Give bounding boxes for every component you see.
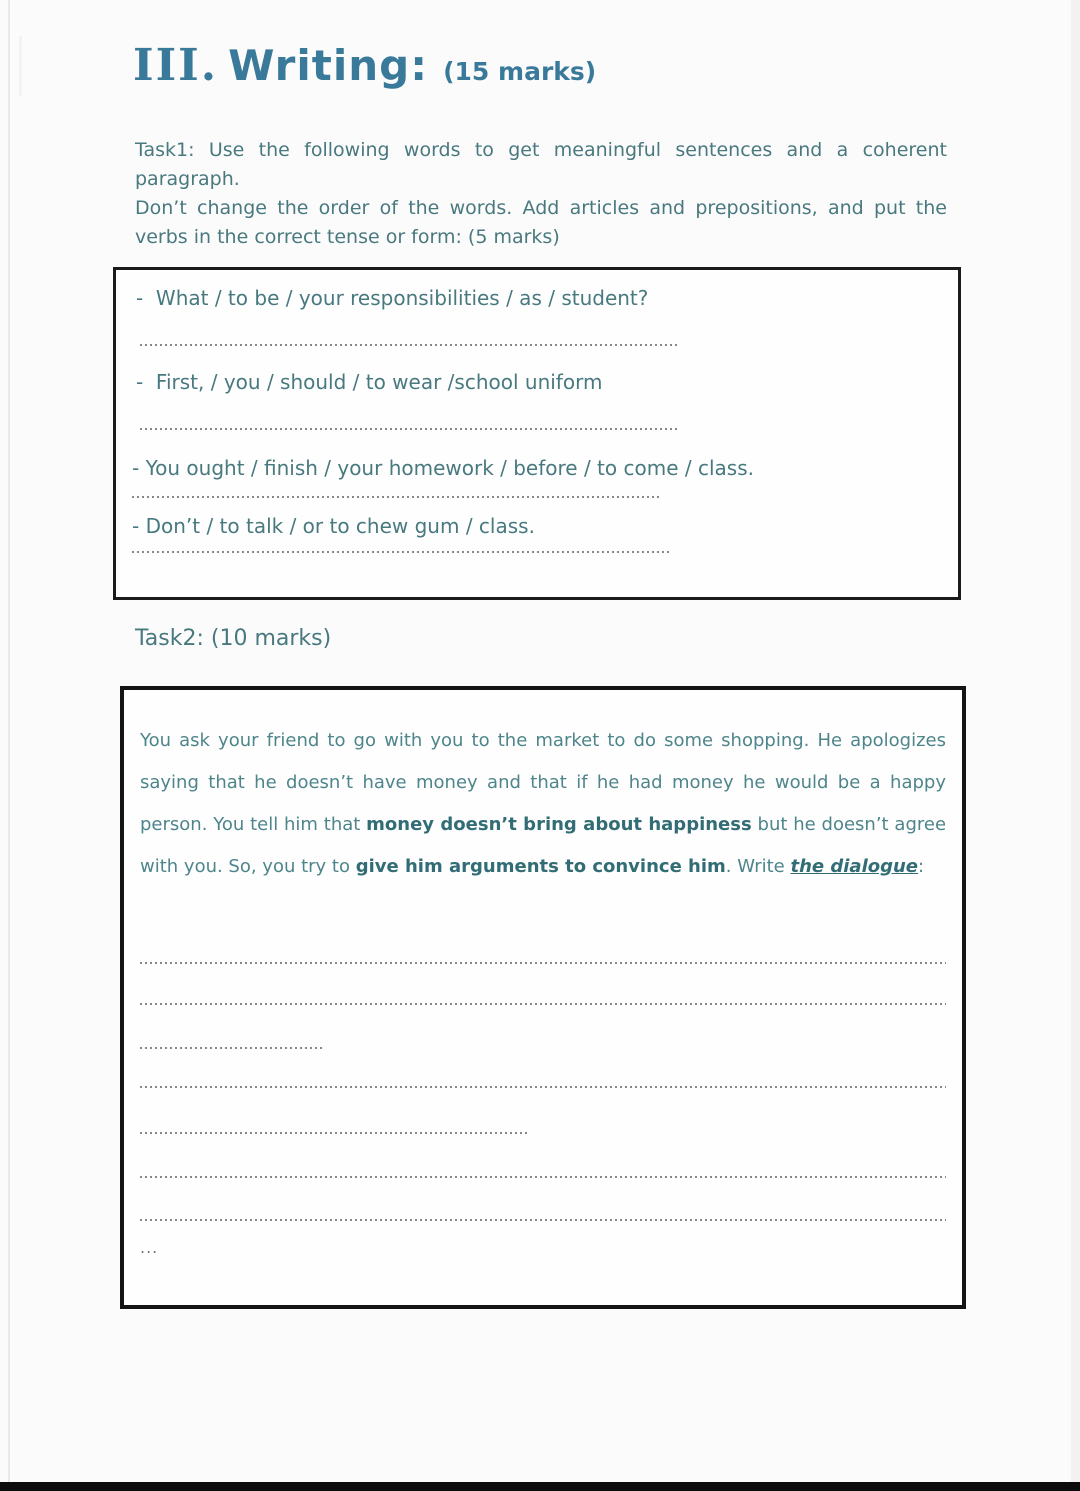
answer-line [140, 428, 678, 430]
prompt-line: - First, / you / should / to wear /school uniform [136, 370, 603, 394]
answer-line [140, 344, 680, 346]
paragraph-text: person. You tell him that [140, 814, 367, 835]
instruction-line: paragraph. [135, 168, 240, 190]
answer-line [140, 1003, 946, 1005]
task1-instructions [135, 136, 947, 252]
paragraph-text: . Write [725, 856, 791, 877]
prompt-line: - You ought / finish / your homework / before / to come / class. [132, 456, 754, 480]
paragraph-text: You ask your friend to go with you to the market to do some shopping. He apologizes [140, 730, 946, 751]
answer-line [140, 962, 946, 964]
paragraph-line [140, 762, 946, 804]
page-title [133, 40, 596, 91]
section-title-text: Writing: [228, 41, 429, 90]
answer-line [132, 551, 672, 553]
bold-phrase: give him arguments to convince him [355, 856, 726, 877]
paragraph-text: but he doesn’t agree [751, 814, 947, 835]
answer-line [140, 1086, 946, 1088]
task2-paragraph [140, 720, 946, 888]
ellipsis-mark: ... [140, 1238, 159, 1257]
paragraph-text: saying that he doesn’t have money and that if he had money he would be a happy [140, 772, 946, 793]
paragraph-text: with you. So, you try to [140, 856, 356, 877]
scan-right-edge [1071, 0, 1080, 1491]
answer-line [132, 496, 660, 498]
answer-line [140, 1219, 946, 1221]
prompt-line: - What / to be / your responsibilities / as / student? [136, 286, 649, 310]
answer-line [140, 1176, 946, 1178]
section-marks: (15 marks) [443, 57, 597, 86]
scan-bottom-bar [0, 1482, 1080, 1491]
paragraph-line [140, 846, 946, 888]
dialogue-underlined-phrase: the dialogue [790, 856, 919, 877]
scan-left-edge [8, 0, 10, 1491]
paragraph-line [140, 804, 946, 846]
instruction-line: verbs in the correct tense or form: (5 marks) [135, 226, 560, 248]
instruction-line: Task1: Use the following words to get meaningful sentences and a coherent [135, 139, 947, 161]
paragraph-text: : [918, 856, 925, 877]
answer-line [140, 1132, 530, 1134]
scan-left-notch [19, 36, 22, 96]
task1-box [113, 267, 961, 600]
bold-phrase: money doesn’t bring about happiness [366, 814, 752, 835]
paragraph-line [140, 720, 946, 762]
task2-label: Task2: (10 marks) [135, 626, 332, 651]
instruction-line: Don’t change the order of the words. Add articles and prepositions, and put the [135, 197, 947, 219]
task2-box [120, 686, 966, 1309]
prompt-line: - Don’t / to talk / or to chew gum / class. [132, 514, 535, 538]
answer-line [140, 1047, 325, 1049]
section-numeral: III. [133, 40, 219, 91]
